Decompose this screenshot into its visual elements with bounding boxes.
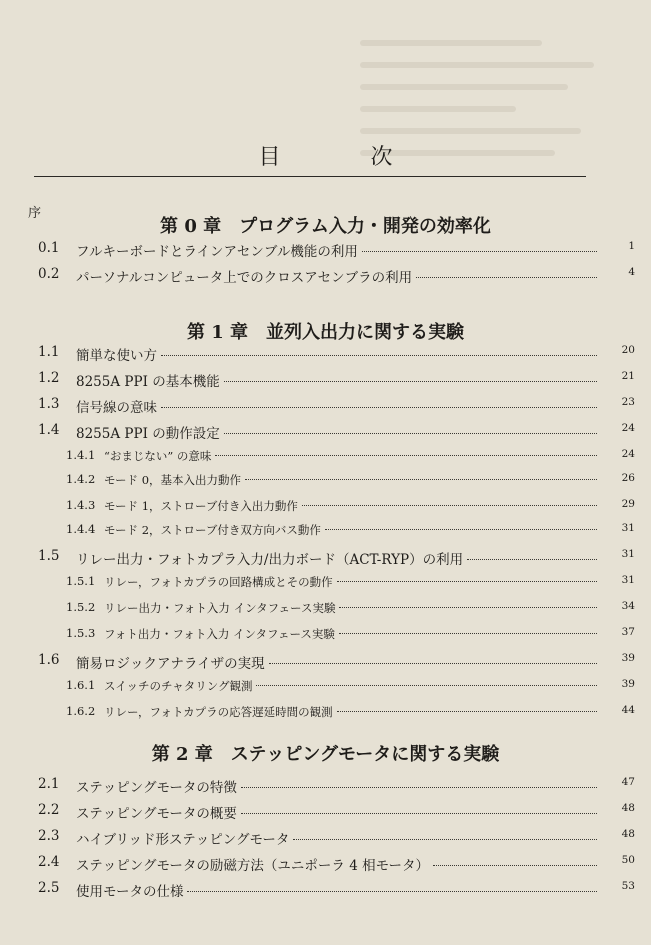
section-title: モード 1，ストローブ付き入出力動作 [104, 499, 298, 513]
preface-label: 序 [28, 206, 42, 221]
section-title: 使用モータの仕様 [76, 884, 184, 900]
page-number-text: 34 [621, 600, 635, 612]
toc-entry [0, 498, 651, 518]
entry-body [76, 240, 635, 260]
section-number: 1.4.3 [66, 498, 96, 512]
section-title: 8255A PPI の動作設定 [76, 426, 220, 442]
leader-dots [433, 865, 597, 866]
toc-entry [0, 678, 651, 698]
toc-entry [0, 854, 651, 874]
entry-body [76, 828, 635, 848]
entry-body [76, 548, 635, 568]
entry-body [104, 522, 635, 538]
section-title: ステッピングモータの特徴 [76, 780, 237, 796]
section-title: フルキーボードとラインアセンブル機能の利用 [76, 244, 358, 260]
section-number: 2.4 [38, 854, 60, 870]
section-title: 簡単な使い方 [76, 348, 157, 364]
entry-body [104, 678, 635, 694]
page-number-text: 48 [621, 802, 635, 814]
section-title: 8255A PPI の基本機能 [76, 374, 220, 390]
page-number-text: 26 [621, 472, 635, 484]
page-number-text: 53 [621, 880, 635, 892]
section-title: “おまじない” の意味 [104, 449, 212, 463]
section-title: モード 2，ストローブ付き双方向バス動作 [104, 523, 321, 537]
entry-body [104, 704, 635, 720]
toc-entry [0, 472, 651, 492]
toc-entry [0, 344, 651, 364]
page-number-text: 39 [621, 652, 635, 664]
section-number: 1.4.4 [66, 522, 96, 536]
leader-dots [241, 787, 597, 788]
section-title: 簡易ロジックアナライザの実現 [76, 656, 265, 672]
entry-body [104, 472, 635, 488]
entry-body [104, 574, 635, 590]
entry-body [76, 266, 635, 286]
section-title: ステッピングモータの概要 [76, 806, 237, 822]
section-number: 1.5 [38, 548, 60, 564]
section-number: 1.3 [38, 396, 60, 412]
page-number-text: 21 [621, 370, 635, 382]
toc-entry [0, 266, 651, 286]
leader-dots [362, 251, 597, 252]
entry-body [76, 344, 635, 364]
toc-entry [0, 522, 651, 542]
entry-body [76, 854, 635, 874]
leader-dots [337, 711, 597, 712]
section-number: 1.5.1 [66, 574, 96, 588]
page-number-text: 39 [621, 678, 635, 690]
section-title: リレー出力・フォトカプラ入力/出力ボード（ACT-RYP）の利用 [76, 552, 464, 568]
toc-entry [0, 880, 651, 900]
page-number-text: 48 [621, 828, 635, 840]
leader-dots [215, 455, 597, 456]
page-number-text: 1 [628, 240, 635, 252]
leader-dots [161, 355, 597, 356]
toc-entry [0, 548, 651, 568]
leader-dots [241, 813, 597, 814]
section-title: リレー，フォトカプラの回路構成とその動作 [104, 575, 333, 589]
toc-entry [0, 240, 651, 260]
leader-dots [416, 277, 597, 278]
leader-dots [337, 581, 597, 582]
section-title: ハイブリッド形ステッピングモータ [76, 832, 290, 848]
toc-entry [0, 776, 651, 796]
entry-body [104, 448, 635, 464]
entry-body [76, 652, 635, 672]
section-title: リレー，フォトカプラの応答遅延時間の観測 [104, 705, 333, 719]
toc-entry [0, 574, 651, 594]
entry-body [76, 370, 635, 390]
leader-dots [293, 839, 597, 840]
page-number-text: 50 [621, 854, 635, 866]
page-number-text: 29 [621, 498, 635, 510]
page-number-text: 47 [621, 776, 635, 788]
section-number: 2.1 [38, 776, 60, 792]
section-number: 1.4 [38, 422, 60, 438]
section-number: 0.2 [38, 266, 60, 282]
leader-dots [339, 633, 597, 634]
chapter-2-heading: 第 2 章 ステッピングモータに関する実験 [151, 744, 500, 765]
entry-body [76, 802, 635, 822]
leader-dots [302, 505, 597, 506]
title-rule [34, 176, 586, 177]
section-number: 1.6 [38, 652, 60, 668]
section-number: 1.5.2 [66, 600, 96, 614]
section-number: 2.5 [38, 880, 60, 896]
leader-dots [467, 559, 597, 560]
page-number-text: 44 [621, 704, 635, 716]
page-number-text: 24 [621, 422, 635, 434]
toc-entry [0, 396, 651, 416]
section-number: 1.5.3 [66, 626, 96, 640]
page-number-text: 24 [621, 448, 635, 460]
leader-dots [269, 663, 597, 664]
section-number: 1.4.1 [66, 448, 96, 462]
page-title: 目 次 [258, 145, 427, 170]
section-number: 0.1 [38, 240, 60, 256]
leader-dots [245, 479, 597, 480]
leader-dots [161, 407, 597, 408]
entry-body [104, 498, 635, 514]
section-number: 1.6.1 [66, 678, 96, 692]
section-title: 信号線の意味 [76, 400, 157, 416]
leader-dots [325, 529, 597, 530]
entry-body [104, 600, 635, 616]
page-number-text: 4 [628, 266, 635, 278]
section-title: フォト出力・フォト入力 インタフェース実験 [104, 627, 335, 641]
entry-body [76, 396, 635, 416]
entry-body [76, 880, 635, 900]
chapter-0-heading: 第 0 章 プログラム入力・開発の効率化 [160, 216, 491, 237]
entry-body [76, 422, 635, 442]
leader-dots [224, 381, 597, 382]
toc-entry [0, 802, 651, 822]
entry-body [76, 776, 635, 796]
page-number-text: 31 [621, 522, 635, 534]
section-number: 2.3 [38, 828, 60, 844]
section-number: 1.4.2 [66, 472, 96, 486]
leader-dots [187, 891, 597, 892]
toc-entry [0, 652, 651, 672]
entry-body [104, 626, 635, 642]
toc-entry [0, 626, 651, 646]
page-number-text: 20 [621, 344, 635, 356]
leader-dots [339, 607, 597, 608]
section-number: 1.6.2 [66, 704, 96, 718]
section-title: ステッピングモータの励磁方法（ユニポーラ 4 相モータ） [76, 858, 430, 874]
toc-entry [0, 704, 651, 724]
section-number: 1.2 [38, 370, 60, 386]
section-title: リレー出力・フォト入力 インタフェース実験 [104, 601, 336, 615]
toc-entry [0, 600, 651, 620]
toc-entry [0, 448, 651, 468]
section-title: スイッチのチャタリング観測 [104, 679, 253, 693]
section-title: パーソナルコンピュータ上でのクロスアセンブラの利用 [76, 270, 413, 286]
bleed-through-text [360, 40, 620, 210]
leader-dots [256, 685, 597, 686]
section-title: モード 0，基本入出力動作 [104, 473, 242, 487]
page-number-text: 23 [621, 396, 635, 408]
section-number: 2.2 [38, 802, 60, 818]
toc-entry [0, 422, 651, 442]
page-number-text: 31 [621, 574, 635, 586]
page-number-text: 31 [621, 548, 635, 560]
leader-dots [224, 433, 597, 434]
chapter-1-heading: 第 1 章 並列入出力に関する実験 [186, 322, 465, 343]
toc-entry [0, 828, 651, 848]
toc-entry [0, 370, 651, 390]
page-number-text: 37 [621, 626, 635, 638]
section-number: 1.1 [38, 344, 60, 360]
